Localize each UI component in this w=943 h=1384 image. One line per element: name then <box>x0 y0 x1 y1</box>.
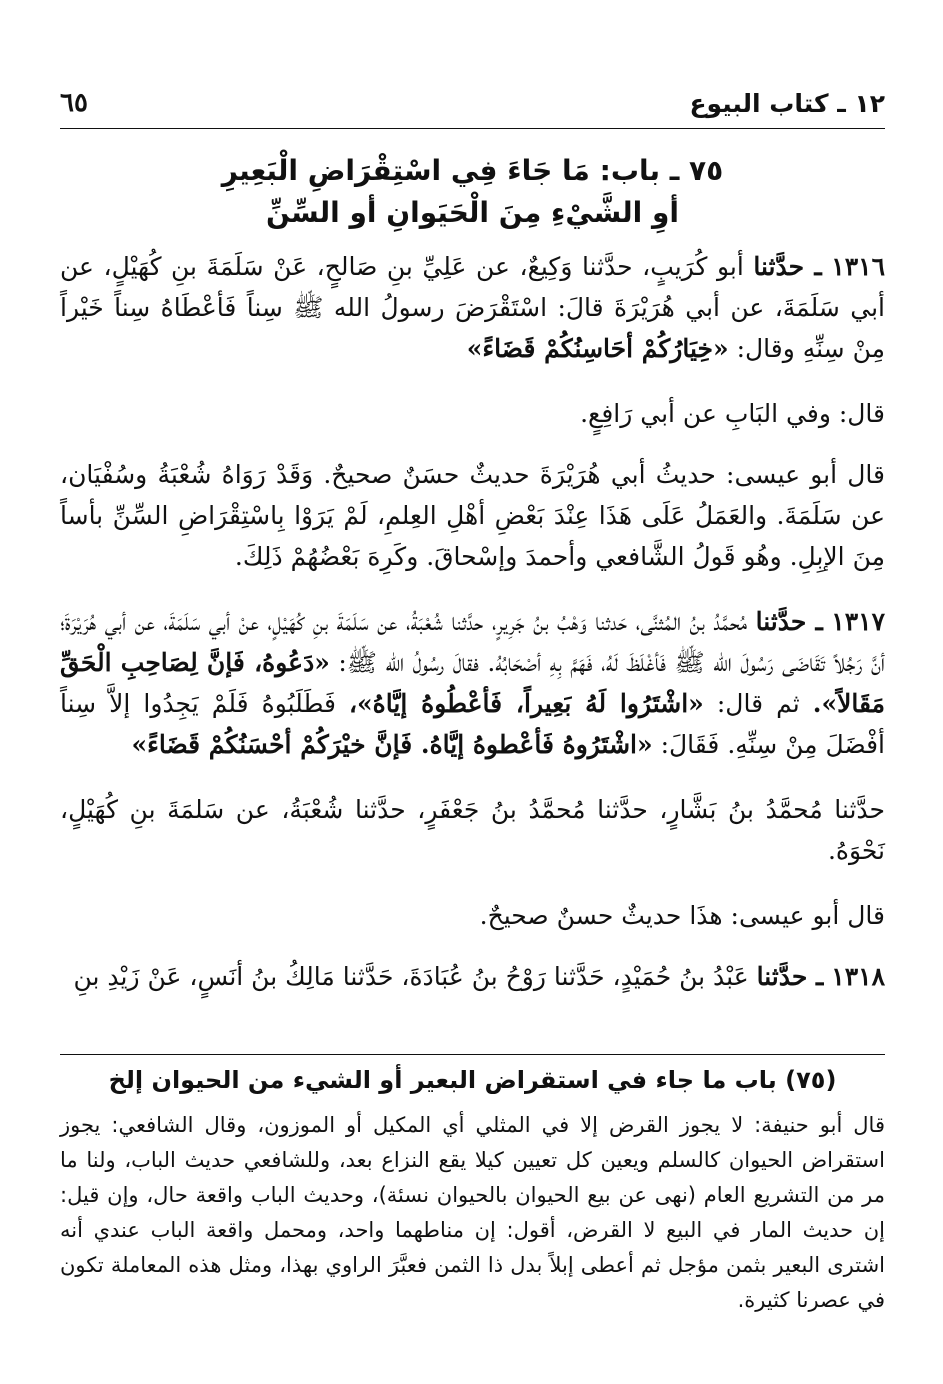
chapter-heading-line-2: أوِ الشَّيْءِ مِنَ الْحَيَوانِ أو السِّنِّ <box>265 196 680 229</box>
footnote-divider <box>60 1054 885 1055</box>
hadith-number: ١٣١٧ <box>831 607 885 636</box>
footnote <box>60 1108 885 1318</box>
hadith-text: عَبْدُ بنُ حُمَيْدٍ، حَدَّثنا رَوْحُ بنُ عُبَادَةَ، حَدَّثنا مَالِكُ بنُ أنَسٍ، عَنْ زَيْدِ بنِ <box>73 962 749 991</box>
prophetic-quote: «خِيَارُكُمْ أحَاسِنُكُمْ قَضَاءً» <box>466 334 729 363</box>
page-number: ٦٥ <box>60 88 88 118</box>
prophetic-quote: «اشْتَرُوا لَهُ بَعِيراً، فَأعْطُوهُ إيَّاهُ»، <box>348 689 704 718</box>
prophetic-quote: «اشْتَرُوهُ فَأعْطوهُ إيَّاهُ. فَإنَّ خيْرَكُمْ أحْسَنُكُمْ قَضَاءً» <box>131 730 653 759</box>
footnote-title: (٧٥) باب ما جاء في استقراض البعير أو الشيء من الحيوان إلخ <box>108 1066 837 1094</box>
main-text <box>60 246 885 1021</box>
hadith-text: مُحمَّدُ بنُ المُثنَّى، حَدثنا وَهْبُ بنُ جَرِيرٍ، حدَّثنا شُعْبَةُ، عن سَلَمَةَ بنِ كُهَيْلٍ، عنْ أبي سَلَمَةَ، عن أبي هُرَيْرَةَ؛ أنَّ رَجُلاً تَقَاضَى رَسُولَ الله ﷺ فَأغْلَظَ لَهُ، فَهَمَّ بِهِ أصْحَابُهُ. فقالَ رسُولُ الله ﷺ: <box>60 607 885 677</box>
hadith-lead: ـ حدَّثنا <box>755 607 823 636</box>
chapter-heading <box>60 150 885 234</box>
hadith-number: ١٣١٨ <box>831 962 885 991</box>
abu-isa-comment-1: قال أبو عيسى: حديثُ أبي هُرَيْرَةَ حديثٌ حسَنٌ صحيحٌ. وَقَدْ رَوَاهُ شُعْبَةُ وسُفْيَان، عن سَلَمَةَ. والعَمَلُ عَلَى هَذَا عِنْدَ بَعْضِ أهْلِ العِلمِ، لَمْ يَرَوْا بِاسْتِقْرَاضِ السِّنِّ بأساً مِنَ الإبِلِ. وهُو قَولُ الشَّافعي وأحمدَ وإسْحاقَ. وكَرِهَ بَعْضُهُمْ ذَلِكَ. <box>60 460 885 571</box>
hadith-text: ثم قال: <box>716 689 800 718</box>
hadith-1318 <box>60 956 885 997</box>
chapter-heading-line-1: ٧٥ ـ باب: مَا جَاءَ فِي اسْتِقْرَاضِ الْبَعِيرِ <box>221 154 724 187</box>
hadith-1316 <box>60 246 885 369</box>
running-chapter-title: ١٢ ـ كتاب البيوع <box>689 88 885 118</box>
prophetic-quote: «دَعُوهُ، فَإنَّ لِصَاحِبِ الْحَقِّ مَقَالاً». <box>60 648 885 718</box>
hadith-text: أبو كُرَيبٍ، حدَّثنا وَكِيعٌ، عن عَلِيِّ بنِ صَالحٍ، عَنْ سَلَمَةَ بنِ كُهَيْلٍ، عن أبي سَلَمَةَ، عن أبي هُرَيْرَةَ قالَ: اسْتَقْرَضَ رسولُ الله ﷺ سِناً فَأعْطَاهُ سِناً خَيْراً مِنْ سِنِّهِ وقال: <box>60 252 885 363</box>
hadith-lead: ـ حدَّثنا <box>756 962 824 991</box>
hadith-lead: ـ حدَّثنا <box>753 252 822 281</box>
abu-isa-comment-2: قال أبو عيسى: هذَا حديثٌ حسنٌ صحيحٌ. <box>479 901 885 930</box>
chain-note: حدَّثنا مُحمَّدُ بنُ بَشَّارٍ، حدَّثنا مُحمَّدُ بنُ جَعْفَرٍ، حدَّثنا شُعْبَةُ، عن سَلمَةَ بنِ كُهَيْلٍ، نَحْوَهُ. <box>60 795 885 865</box>
hadith-number: ١٣١٦ <box>831 252 885 281</box>
hadith-text: فَطَلَبُوهُ فَلَمْ يَجِدُوا إلاَّ سِناً أفْضَلَ مِنْ سِنِّهِ. فَقَالَ: <box>60 689 885 759</box>
footnote-text: قال أبو حنيفة: لا يجوز القرض إلا في المثلي أي المكيل أو الموزون، وقال الشافعي: يجوز استقراض الحيوان كالسلم ويعين كل تعيين كيلا يقع النزاع بعد، وللشافعي حديث الباب، ولنا ما مر من التشريع العام (نهى عن بيع الحيوان بالحيوان نسئة)، وحديث الباب واقعة حال، وإن قيل: إن حديث المار في البيع لا القرض، أقول: إن مناطهما واحد، ومحمل واقعة الباب عندي أنه اشترى البعير بثمن مؤجل ثم أعطى إبلاً بدل ذا الثمن فعبَّرَ الراوي بهذا، ومثل هذه المعاملة تكون في عصرنا كثيرة. <box>60 1113 885 1312</box>
running-header <box>60 78 885 129</box>
hadith-1317 <box>60 601 885 765</box>
bab-note: قال: وفي البَابِ عن أبي رَافِعٍ. <box>580 399 885 428</box>
